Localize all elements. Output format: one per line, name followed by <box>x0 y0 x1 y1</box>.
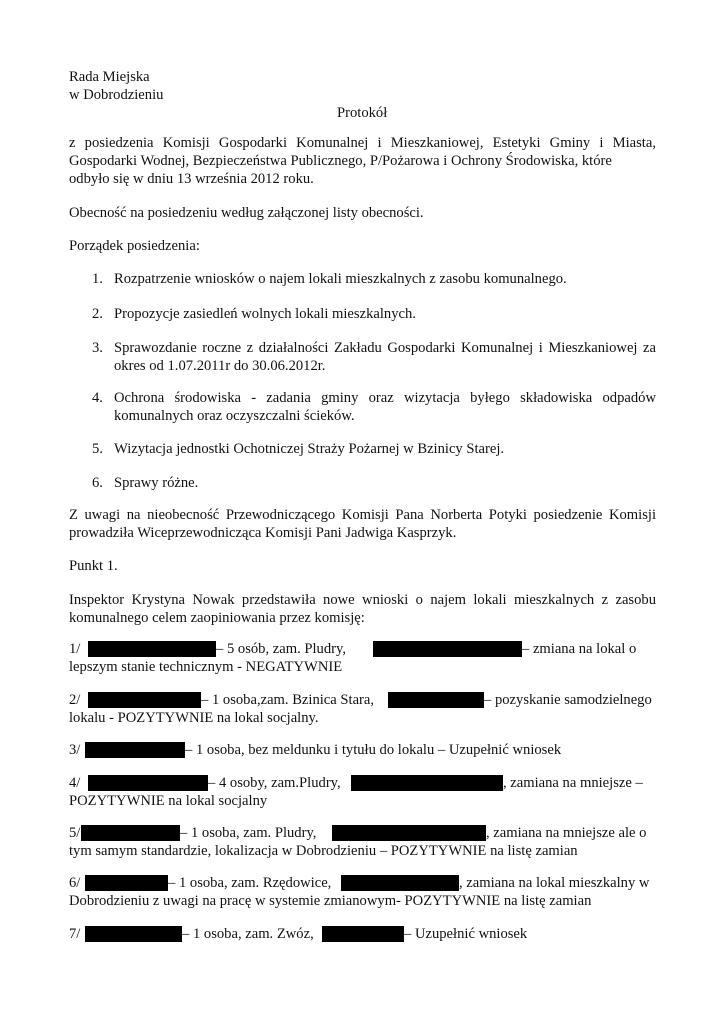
entry-text-cont: POZYTYWNIE na lokal socjalny <box>69 793 268 809</box>
agenda-item-text: Sprawy różne. <box>114 475 199 491</box>
entry-text-end: , zamiana na lokal mieszkalny w <box>459 875 650 891</box>
absence-note-line-2: prowadziła Wiceprzewodnicząca Komisji Pani Jadwiga Kasprzyk. <box>69 525 457 541</box>
entry-number: 2/ <box>69 692 81 708</box>
redacted-name <box>85 742 185 758</box>
organization-location: w Dobrodzieniu <box>69 87 164 103</box>
entry-text-cont: lokalu - POZYTYWNIE na lokal socjalny. <box>69 710 319 726</box>
agenda-item-text-cont: komunalnych oraz oczyszczalni ścieków. <box>114 408 355 424</box>
agenda-heading: Porządek posiedzenia: <box>69 238 200 254</box>
redacted-address <box>341 875 459 891</box>
redacted-address <box>351 775 503 791</box>
agenda-item-text: Propozycje zasiedleń wolnych lokali mieszkalnych. <box>114 306 416 322</box>
agenda-item-number: 3. <box>92 340 103 356</box>
entry-text-end: – zmiana na lokal o <box>522 641 637 657</box>
intro-line-1: z posiedzenia Komisji Gospodarki Komunalnej i Mieszkaniowej, Estetyki Gminy i Miasta, <box>69 135 656 151</box>
entry-text: – 1 osoba, zam. Pludry, <box>180 825 317 841</box>
redacted-name <box>88 641 216 657</box>
entry-text-end: – pozyskanie samodzielnego <box>484 692 652 708</box>
entry-text-cont: Dobrodzieniu z uwagi na pracę w systemie zmianowym- POZYTYWNIE na listę zamian <box>69 893 592 909</box>
entry-number: 3/ <box>69 742 81 758</box>
agenda-item-text: Ochrona środowiska - zadania gminy oraz wizytacja byłego składowiska odpadów <box>114 390 656 406</box>
entry-text-cont: lepszym stanie technicznym - NEGATYWNIE <box>69 659 343 675</box>
organization-name: Rada Miejska <box>69 69 150 85</box>
agenda-item-number: 6. <box>92 475 103 491</box>
agenda-item-number: 5. <box>92 441 103 457</box>
agenda-item-text: Rozpatrzenie wniosków o najem lokali mieszkalnych z zasobu komunalnego. <box>114 271 567 287</box>
entry-number: 7/ <box>69 926 81 942</box>
absence-note-line-1: Z uwagi na nieobecność Przewodniczącego Komisji Pana Norberta Potyki posiedzenie Komisji <box>69 507 656 523</box>
redacted-name <box>81 825 180 841</box>
entry-number: 5/ <box>69 825 81 841</box>
entry-text: – 1 osoba, bez meldunku i tytułu do lokalu – Uzupełnić wniosek <box>185 742 562 758</box>
redacted-address <box>332 825 486 841</box>
entry-text: – 5 osób, zam. Pludry, <box>216 641 346 657</box>
redacted-address <box>388 692 484 708</box>
agenda-item-number: 4. <box>92 390 103 406</box>
entry-text: – 1 osoba,zam. Bzinica Stara, <box>201 692 375 708</box>
redacted-name <box>85 926 182 942</box>
agenda-item-text-cont: okres od 1.07.2011r do 30.06.2012r. <box>114 358 326 374</box>
redacted-name <box>88 775 208 791</box>
redacted-address <box>373 641 522 657</box>
entry-text-cont: tym samym standardzie, lokalizacja w Dobrodzieniu – POZYTYWNIE na listę zamian <box>69 843 578 859</box>
entry-text-end: – Uzupełnić wniosek <box>404 926 528 942</box>
agenda-item-number: 2. <box>92 306 103 322</box>
agenda-item-text: Sprawozdanie roczne z działalności Zakładu Gospodarki Komunalnej i Mieszkaniowej za <box>114 340 656 356</box>
document-title: Protokół <box>337 105 388 121</box>
entry-number: 1/ <box>69 641 81 657</box>
intro-line-3: odbyło się w dniu 13 września 2012 roku. <box>69 171 314 187</box>
point-heading: Punkt 1. <box>69 558 118 574</box>
entry-text: – 1 osoba, zam. Zwóz, <box>182 926 314 942</box>
redacted-name <box>85 875 168 891</box>
entry-text-end: , zamiana na mniejsze ale o <box>486 825 647 841</box>
attendance-note: Obecność na posiedzeniu według załączonej listy obecności. <box>69 205 424 221</box>
entry-number: 4/ <box>69 775 81 791</box>
redacted-address <box>322 926 404 942</box>
point-intro-line-1: Inspektor Krystyna Nowak przedstawiła nowe wnioski o najem lokali mieszkalnych z zasobu <box>69 592 656 608</box>
entry-text: – 1 osoba, zam. Rzędowice, <box>168 875 332 891</box>
intro-line-2: Gospodarki Wodnej, Bezpieczeństwa Publicznego, P/Pożarowa i Ochrony Środowiska, które <box>69 153 612 169</box>
point-intro-line-2: komunalnego celem zaopiniowania przez komisję: <box>69 610 365 626</box>
entry-text: – 4 osoby, zam.Pludry, <box>208 775 341 791</box>
entry-text-end: , zamiana na mniejsze – <box>503 775 643 791</box>
redacted-name <box>88 692 201 708</box>
agenda-item-text: Wizytacja jednostki Ochotniczej Straży Pożarnej w Bzinicy Starej. <box>114 441 505 457</box>
agenda-item-number: 1. <box>92 271 103 287</box>
entry-number: 6/ <box>69 875 81 891</box>
